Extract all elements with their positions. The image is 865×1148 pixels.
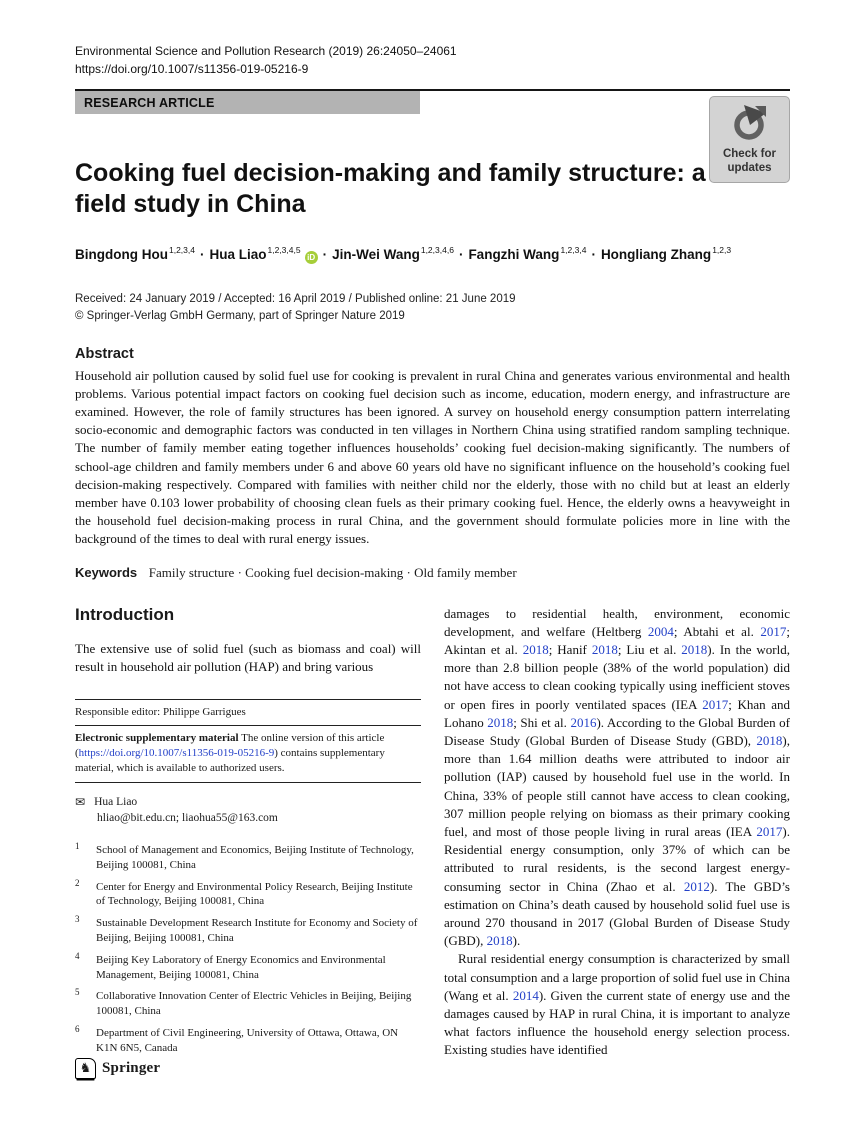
springer-logo-icon: ♞ <box>75 1058 96 1079</box>
introduction-text-left: The extensive use of solid fuel (such as biomass and coal) will result in household air pollution (HAP) and bring various <box>75 640 421 674</box>
author[interactable]: Fangzhi Wang$^{1,2,3,4}$ <box>468 245 587 262</box>
citation-year-link[interactable]: 2018 <box>681 641 708 657</box>
corresponding-author-name: Hua Liao <box>94 795 138 808</box>
envelope-icon: ✉ <box>75 794 86 809</box>
affiliation-item: 4 Beijing Key Laboratory of Energy Economics and Environmental Management, Beijing 100081, China <box>75 950 386 981</box>
author-list <box>75 245 790 264</box>
author-affiliation-sup: 1,2,3,4,6 <box>420 245 454 255</box>
affiliation-item: 3 Sustainable Development Research Institute for Economy and Society of Beijing, Beijing 100081, China <box>75 914 418 944</box>
citation-year-link[interactable]: 2017 <box>756 823 783 839</box>
author[interactable]: Bingdong Hou$^{1,2,3,4}$ <box>75 245 195 262</box>
author-affiliation-sup: 1,2,3,4 <box>560 245 587 255</box>
footnote-rule <box>75 782 421 783</box>
check-badge-line2: updates <box>727 162 772 174</box>
citation-year-link[interactable]: 2018 <box>486 933 513 949</box>
check-for-updates-button[interactable] <box>709 96 790 183</box>
esm-text-pre: The online version of this article ( <box>75 731 385 759</box>
author[interactable]: Jin-Wei Wang$^{1,2,3,4,6}$ <box>332 245 454 262</box>
article-type-badge: RESEARCH ARTICLE <box>75 91 420 114</box>
citation-year-link[interactable]: 2016 <box>570 714 597 730</box>
author[interactable]: Hongliang Zhang$^{1,2,3}$ <box>600 245 732 262</box>
abstract-heading: Abstract <box>75 345 134 362</box>
esm-text-post: ) contains supplementary material, which is available to authorized users. <box>75 746 385 774</box>
crossmark-icon <box>730 104 770 144</box>
author-affiliation-sup: 1,2,3,4,5 <box>267 245 301 255</box>
dates-line: Received: 24 January 2019 / Accepted: 16 April 2019 / Published online: 21 June 2019 <box>75 292 516 305</box>
citation-year-link[interactable]: 2004 <box>647 623 674 639</box>
keywords-label: Keywords <box>75 564 138 580</box>
keywords-line <box>75 565 790 581</box>
citation-year-link[interactable]: 2012 <box>683 878 710 894</box>
author-affiliation-sup: 1,2,3,4 <box>168 245 195 255</box>
right-column <box>444 605 790 1063</box>
citation-year-link[interactable]: 2014 <box>512 987 539 1003</box>
introduction-text-right-p1: damages to residential health, environment, economic development, and welfare (Heltberg 2004; Abtahi et al. 2017; Akintan et al. 2018; Hanif 2018; Liu et al. 2018). In the world, more than 2.8 billion people (38% of the world population) did not have access to clean cooking typically using inefficient stoves or open fires in poorly ventilated spaces (IEA 2017; Khan and Lohano 2018; Shi et al. 2016). According to the Global Burden of Disease Study (Global Burden of Disease Study (GBD), 2018), more than 1.64 million deaths were attributed to indoor air pollution (IAP) caused by household fuel use in the world. In China, 33% of people still cannot have access to clean cooking, 307 million people relying on biomass as their primary cooking fuel, and most of those people living in rural areas (IEA 2017). Residential energy consumption, only 37% of which can be attributed to rural residents, is the second largest energy-consuming sector in China (Zhao et al. 2012). The GBD’s estimation on China’s death caused by household solid fuel use is around 270 thousand in 2017 (Global Burden of Disease Study (GBD), 2018). <box>444 605 790 949</box>
left-column <box>75 605 421 1063</box>
citation-year-link[interactable]: 2018 <box>756 732 783 748</box>
author-separator: · <box>322 246 328 262</box>
citation-year-link[interactable]: 2018 <box>487 714 514 730</box>
affiliation-item: 2 Center for Energy and Environmental Policy Research, Beijing Institute of Technology, Beijing 100081, China <box>75 877 413 908</box>
affiliation-item: 5 Collaborative Innovation Center of Electric Vehicles in Beijing, Beijing 100081, China <box>75 987 412 1018</box>
citation-year-link[interactable]: 2018 <box>522 641 549 657</box>
copyright-line: © Springer-Verlag GmbH Germany, part of Springer Nature 2019 <box>75 309 405 322</box>
responsible-editor-note: Responsible editor: Philippe Garrigues <box>75 705 246 718</box>
check-badge-line1: Check for <box>722 148 777 160</box>
keywords-text: Family structure · Cooking fuel decision-making · Old family member <box>148 564 517 580</box>
author-separator: · <box>458 246 464 262</box>
correspondence-block <box>75 795 421 810</box>
affiliation-item: 1 School of Management and Economics, Beijing Institute of Technology, Beijing 100081, China <box>75 840 414 871</box>
page-title: Cooking fuel decision-making and family structure: a field study in China <box>75 159 706 218</box>
corresponding-author-emails[interactable]: hliao@bit.edu.cn; liaohua55@163.com <box>97 811 278 824</box>
supplementary-material-note <box>75 726 421 782</box>
publisher-footer <box>75 1058 160 1079</box>
publisher-name: Springer <box>102 1060 161 1076</box>
citation-year-link[interactable]: 2018 <box>591 641 618 657</box>
journal-citation-line: Environmental Science and Pollution Research (2019) 26:24050–24061 <box>75 44 457 58</box>
introduction-text-right-p2: Rural residential energy consumption is characterized by small total consumption and a large proportion of solid fuel use in China (Wang et al. 2014). Given the current state of energy use and the damages caused by HAP in rural China, it is important to analyze what factors influence the household energy selection process. Existing studies have identified <box>444 951 791 1058</box>
esm-label: Electronic supplementary material <box>75 731 239 744</box>
footnote-block <box>75 699 421 1056</box>
orcid-icon[interactable]: iD <box>305 251 318 264</box>
author-affiliation-sup: 1,2,3 <box>712 245 732 255</box>
author-separator: · <box>199 246 205 262</box>
affiliation-list <box>75 840 421 1056</box>
introduction-heading: Introduction <box>75 604 175 624</box>
citation-year-link[interactable]: 2017 <box>702 696 729 712</box>
abstract-text: Household air pollution caused by solid fuel use for cooking is prevalent in rural China and generates various environmental and health problems. Various potential impact factors on cooking fuel decision such as income, education, modern energy, and infrastructure are examined. However, the role of family structures has been ignored. A survey on household energy consumption pattern interrelating socio-economic and demographic factors was conducted in ten villages in Northern China using stratified random sampling technique. The number of family member eating together influences households’ cooking fuel decision-making significantly. The numbers of school-age children and family members under 6 and above 60 years old have no significant influence on the household’s cooking fuel decision-making respectively. Compared with families with neither child nor the elderly, those with no child but at least an elderly member have 0.103 lower probability of choosing clean fuels as their primary cooking fuel. Hence, the elderly owns a heavyweight in the household fuel decision-making process in rural China, and the government should formulate policies more in line with the background of the times to deal with rural energy issues. <box>75 367 790 547</box>
two-column-body <box>75 605 790 1063</box>
author-separator: · <box>591 246 596 262</box>
journal-doi-line[interactable]: https://doi.org/10.1007/s11356-019-05216-9 <box>75 62 309 76</box>
author[interactable]: Hua Liao$^{1,2,3,4,5}$iD <box>209 247 317 262</box>
citation-year-link[interactable]: 2017 <box>760 623 787 639</box>
esm-doi-link[interactable]: https://doi.org/10.1007/s11356-019-05216-9 <box>78 746 275 759</box>
affiliation-item: 6 Department of Civil Engineering, University of Ottawa, Ottawa, ON K1N 6N5, Canada <box>75 1023 399 1054</box>
